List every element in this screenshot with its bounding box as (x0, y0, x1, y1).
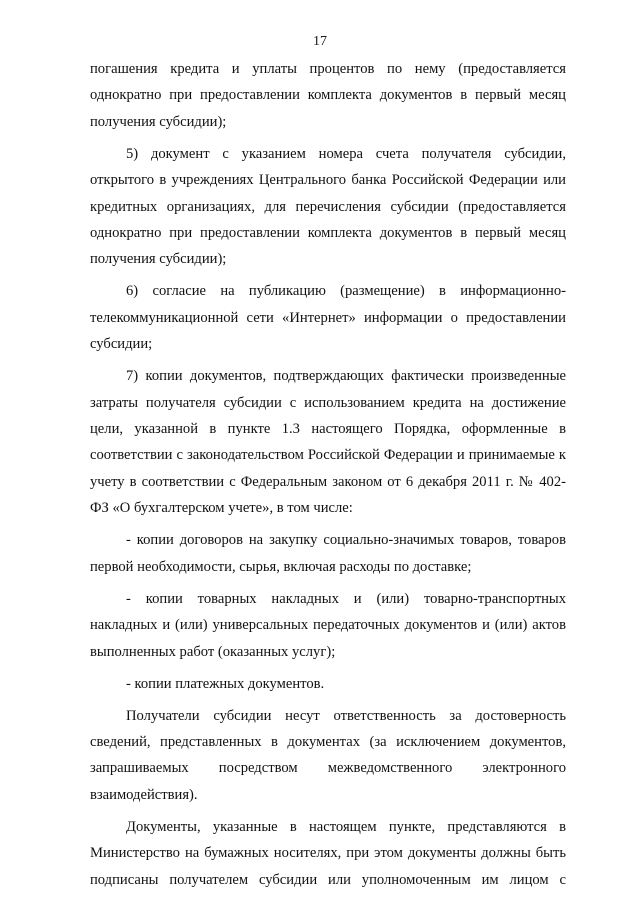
paragraph-subitem-invoices: - копии товарных накладных и (или) товарно-транспортных накладных и (или) универсальных передаточных документов и (или) актов выполненных работ (оказанных услуг); (90, 590, 566, 660)
document-body (90, 56, 566, 893)
paragraph-subitem-contracts: - копии договоров на закупку социально-значимых товаров, товаров первой необходимости, сырья, включая расходы по доставке; (90, 532, 566, 575)
paragraph-responsibility: Получатели субсидии несут ответственность за достоверность сведений, представленных в документах (за исключением документов, запрашиваемых посредством межведомственного электронного взаимодействия). (90, 707, 566, 803)
paragraph-subitem-payments: - копии платежных документов. (126, 675, 325, 692)
paragraph-item-5: 5) документ с указанием номера счета получателя субсидии, открытого в учреждениях Центрального банка Российской Федерации или кредитных организациях, для перечисления субсидии (предоставляется однократно при предоставлении комплекта документов в первый месяц получения субсидии); (90, 145, 566, 268)
paragraph-continuation: погашения кредита и уплаты процентов по нему (предоставляется однократно при предоставлении комплекта документов в первый месяц получения субсидии); (90, 61, 566, 130)
page-number: 17 (313, 34, 327, 49)
paragraph-submission: Документы, указанные в настоящем пункте, представляются в Министерство на бумажных носителях, при этом документы должны быть подписаны получателем субсидии или уполномоченным им лицом с (90, 818, 566, 888)
paragraph-item-6: 6) согласие на публикацию (размещение) в информационно-телекоммуникационной сети «Интернет» информации о предоставлении субсидии; (90, 283, 566, 353)
paragraph-item-7: 7) копии документов, подтверждающих фактически произведенные затраты получателя субсидии с использованием кредита на достижение цели, указанной в пункте 1.3 настоящего Порядка, оформленные в соответствии с законодательством Российской Федерации и принимаемые к учету в соответствии с Федеральным законом от 6 декабря 2011 г. № 402-ФЗ «О бухгалтерском учете», в том числе: (90, 368, 566, 517)
